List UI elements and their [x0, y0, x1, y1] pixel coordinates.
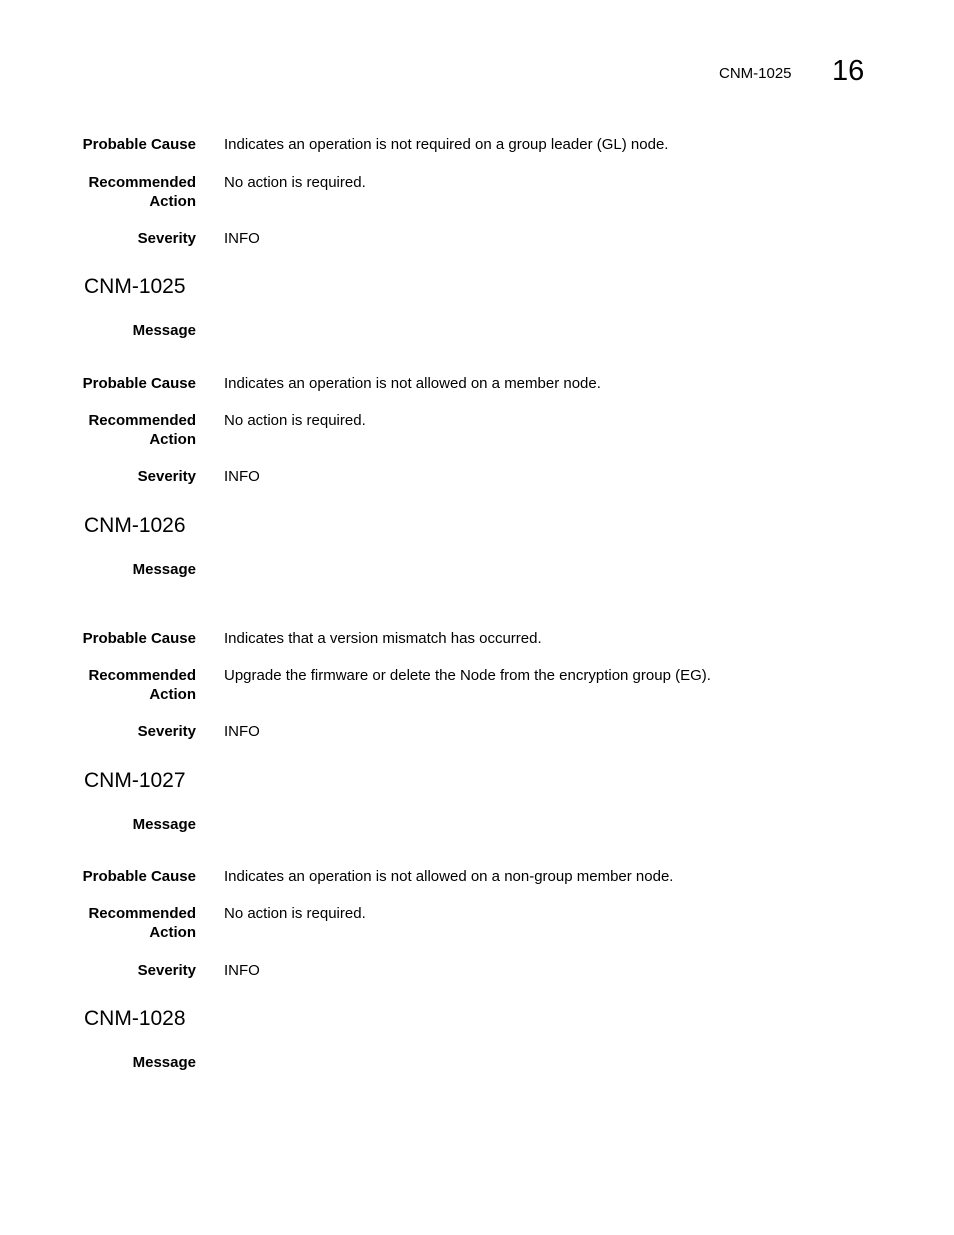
section-heading: CNM-1026	[84, 514, 186, 537]
message-label: Message	[132, 816, 196, 833]
recommended-action-label	[56, 666, 196, 704]
label-line: Action	[149, 686, 196, 703]
severity-label: Severity	[137, 723, 196, 740]
label-line: Recommended	[88, 412, 196, 429]
label-line: Action	[149, 924, 196, 941]
probable-cause-text: Indicates an operation is not allowed on a member node.	[224, 375, 601, 392]
probable-cause-label: Probable Cause	[82, 375, 196, 392]
severity-value: INFO	[224, 468, 260, 485]
severity-value: INFO	[224, 723, 260, 740]
running-header-title: CNM-1025	[719, 65, 792, 82]
probable-cause-label: Probable Cause	[82, 630, 196, 647]
severity-value: INFO	[224, 230, 260, 247]
severity-label: Severity	[137, 468, 196, 485]
recommended-action-label	[56, 411, 196, 449]
probable-cause-label: Probable Cause	[82, 868, 196, 885]
probable-cause-text: Indicates that a version mismatch has occurred.	[224, 630, 542, 647]
probable-cause-label: Probable Cause	[82, 136, 196, 153]
message-label: Message	[132, 322, 196, 339]
chapter-number: 16	[832, 55, 865, 87]
severity-label: Severity	[137, 962, 196, 979]
recommended-action-label	[56, 904, 196, 942]
severity-label: Severity	[137, 230, 196, 247]
severity-value: INFO	[224, 962, 260, 979]
label-line: Recommended	[88, 174, 196, 191]
label-line: Action	[149, 431, 196, 448]
message-label: Message	[132, 561, 196, 578]
recommended-action-text: No action is required.	[224, 412, 366, 429]
section-heading: CNM-1027	[84, 769, 186, 792]
recommended-action-text: Upgrade the firmware or delete the Node from the encryption group (EG).	[224, 667, 711, 684]
label-line: Recommended	[88, 905, 196, 922]
recommended-action-label	[56, 173, 196, 211]
message-label: Message	[132, 1054, 196, 1071]
section-heading: CNM-1028	[84, 1007, 186, 1030]
section-heading: CNM-1025	[84, 275, 186, 298]
label-line: Action	[149, 193, 196, 210]
recommended-action-text: No action is required.	[224, 905, 366, 922]
probable-cause-text: Indicates an operation is not required on a group leader (GL) node.	[224, 136, 669, 153]
probable-cause-text: Indicates an operation is not allowed on a non-group member node.	[224, 868, 674, 885]
label-line: Recommended	[88, 667, 196, 684]
recommended-action-text: No action is required.	[224, 174, 366, 191]
